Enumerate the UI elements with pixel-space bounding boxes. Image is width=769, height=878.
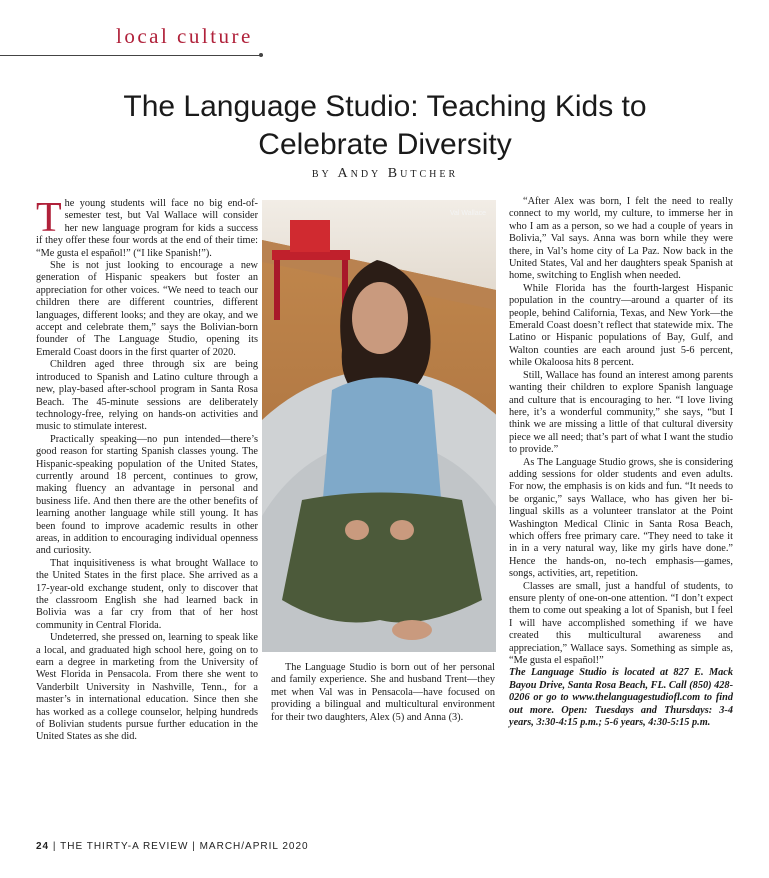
paragraph: “After Alex was born, I felt the need to really connect to my world, my culture, to immerse her in who I am as a person, so we had a couple of years in Bolivia,” Val says. Anna was born while they were there, in Val’s home city of La Paz. Now back in the United States, Val and her daughters speak Spanish at home, switching to English when needed. (509, 196, 733, 282)
page-footer (36, 841, 309, 852)
paragraph: She is not just looking to encourage a new generation of Hispanic speakers but foster an appreciation for other voices. “We need to teach our children there are different countries, different languages, different looks; and they are okay, and we accept and celebrate them,” says the Bolivian-born founder of The Language Studio, opening its Emerald Coast doors in the first quarter of 2020. (36, 260, 258, 358)
paragraph: Practically speaking—no pun intended—there’s good reason for starting Spanish classes young. The Hispanic-speaking population of the United States, currently around 18 percent, continues to grow, making fluency an advantage in personal and business life. And then there are the other benefits of learning another language while still young. It has been found to improve academic results in other areas, in addition to encouraging individual openness and curiosity. (36, 433, 258, 557)
drop-cap: T (36, 195, 62, 241)
paragraph: Children aged three through six are being introduced to Spanish and Latino culture through a new, play-based after-school program in Santa Rosa Beach. The 45-minute sessions are deliberately technology-free, relying on hands-on activities and music to stimulate interest. (36, 359, 258, 433)
paragraph: As The Language Studio grows, she is considering adding sessions for older students and even adults. For now, the emphasis is on kids and fun. “It needs to be organic,” says Wallace, who has given her bi-lingual skills as a volunteer translator at the Point Washington Medical Clinic in Santa Rosa Beach, which offers free primary care. “They need to take it in in a very natural way, like my girls have done.” Hence the hands-on, no-tech emphasis—games, songs, activities, art, repetition. (509, 456, 733, 580)
paragraph: Undeterred, she pressed on, learning to speak like a local, and graduated high school here, going on to earn a degree in marketing from the University of West Florida in Pensacola. From there she went to Vanderbilt University in Nashville, Tenn., for a master’s in international education. Since then she has worked as a college counselor, helping hundreds of Bolivian students pursue further education in the United States as she did. (36, 632, 258, 743)
footer-separator: | (52, 841, 57, 852)
paragraph: That inquisitiveness is what brought Wallace to the United States in the first place. She arrived as a 17-year-old exchange student, only to discover that the classroom English she had learned back in Bolivia was a far cry from that of her host community in Central Florida. (36, 557, 258, 631)
byline: by Andy Butcher (311, 166, 459, 181)
paragraph (36, 195, 258, 260)
paragraph: Still, Wallace has found an interest among parents wanting their children to explore Spanish language and culture that is encouraging to her. “I love living here, it’s a wonderful community,” she says, “but I think we are missing a little of that cultural diversity piece we all need; that’s part of what I want the studio to provide.” (509, 369, 733, 456)
article-title: The Language Studio: Teaching Kids to Celebrate Diversity (123, 90, 647, 161)
column-2 (271, 662, 495, 724)
paragraph: While Florida has the fourth-largest Hispanic population in the country—around a quarter of its people, behind California, Texas, and New York—the Emerald Coast doesn’t reflect that statewide mix. The Latino or Hispanic populations of Bay, Gulf, and Walton counties are each around just 5-6 percent, while Okaloosa hits 8 percent. (509, 282, 733, 369)
header-rule (0, 55, 263, 56)
paragraph-text: he young students will face no big end-of-semester test, but Val Wallace will consider her new language program for kids a success if they offer these four words at the end of their time: “Me gusta el español!” (“I like Spanish!”). (36, 198, 258, 259)
column-3 (509, 196, 733, 729)
footer-separator: | (192, 841, 196, 852)
paragraph: Classes are small, just a handful of students, to ensure plenty of one-on-one attention. “I don’t expect them to come out speaking a lot of Spanish, but I feel I will have accomplished something if we have created this multicultural awareness and appreciation,” Wallace says. Something as simple as, “Me gusta el español!” (509, 580, 733, 667)
section-label: local culture (116, 24, 253, 48)
column-1 (36, 195, 258, 744)
publication-name: THE THIRTY-A REVIEW (60, 841, 189, 852)
page-number: 24 (36, 841, 50, 852)
feature-photo (262, 200, 496, 652)
photo-illustration (262, 200, 496, 652)
header-rule-dot (259, 53, 263, 57)
paragraph: The Language Studio is born out of her personal and family experience. She and husband Trent—they met when Val was in Pensacola—have focused on providing a bilingual and multicultural environment for their two daughters, Alex (5) and Anna (3). (271, 662, 495, 723)
studio-info: The Language Studio is located at 827 E. Mack Bayou Drive, Santa Rosa Beach, FL. Call (850) 428-0206 or go to www.thelanguagestudiofl.com to find out more. Open: Tuesdays and Thursdays: 3-4 years, 3:30-4:15 p.m.; 5-6 years, 4:30-5:15 p.m. (509, 667, 733, 729)
issue-date: MARCH/APRIL 2020 (199, 841, 309, 852)
photo-credit: Val Wallace (449, 210, 486, 217)
